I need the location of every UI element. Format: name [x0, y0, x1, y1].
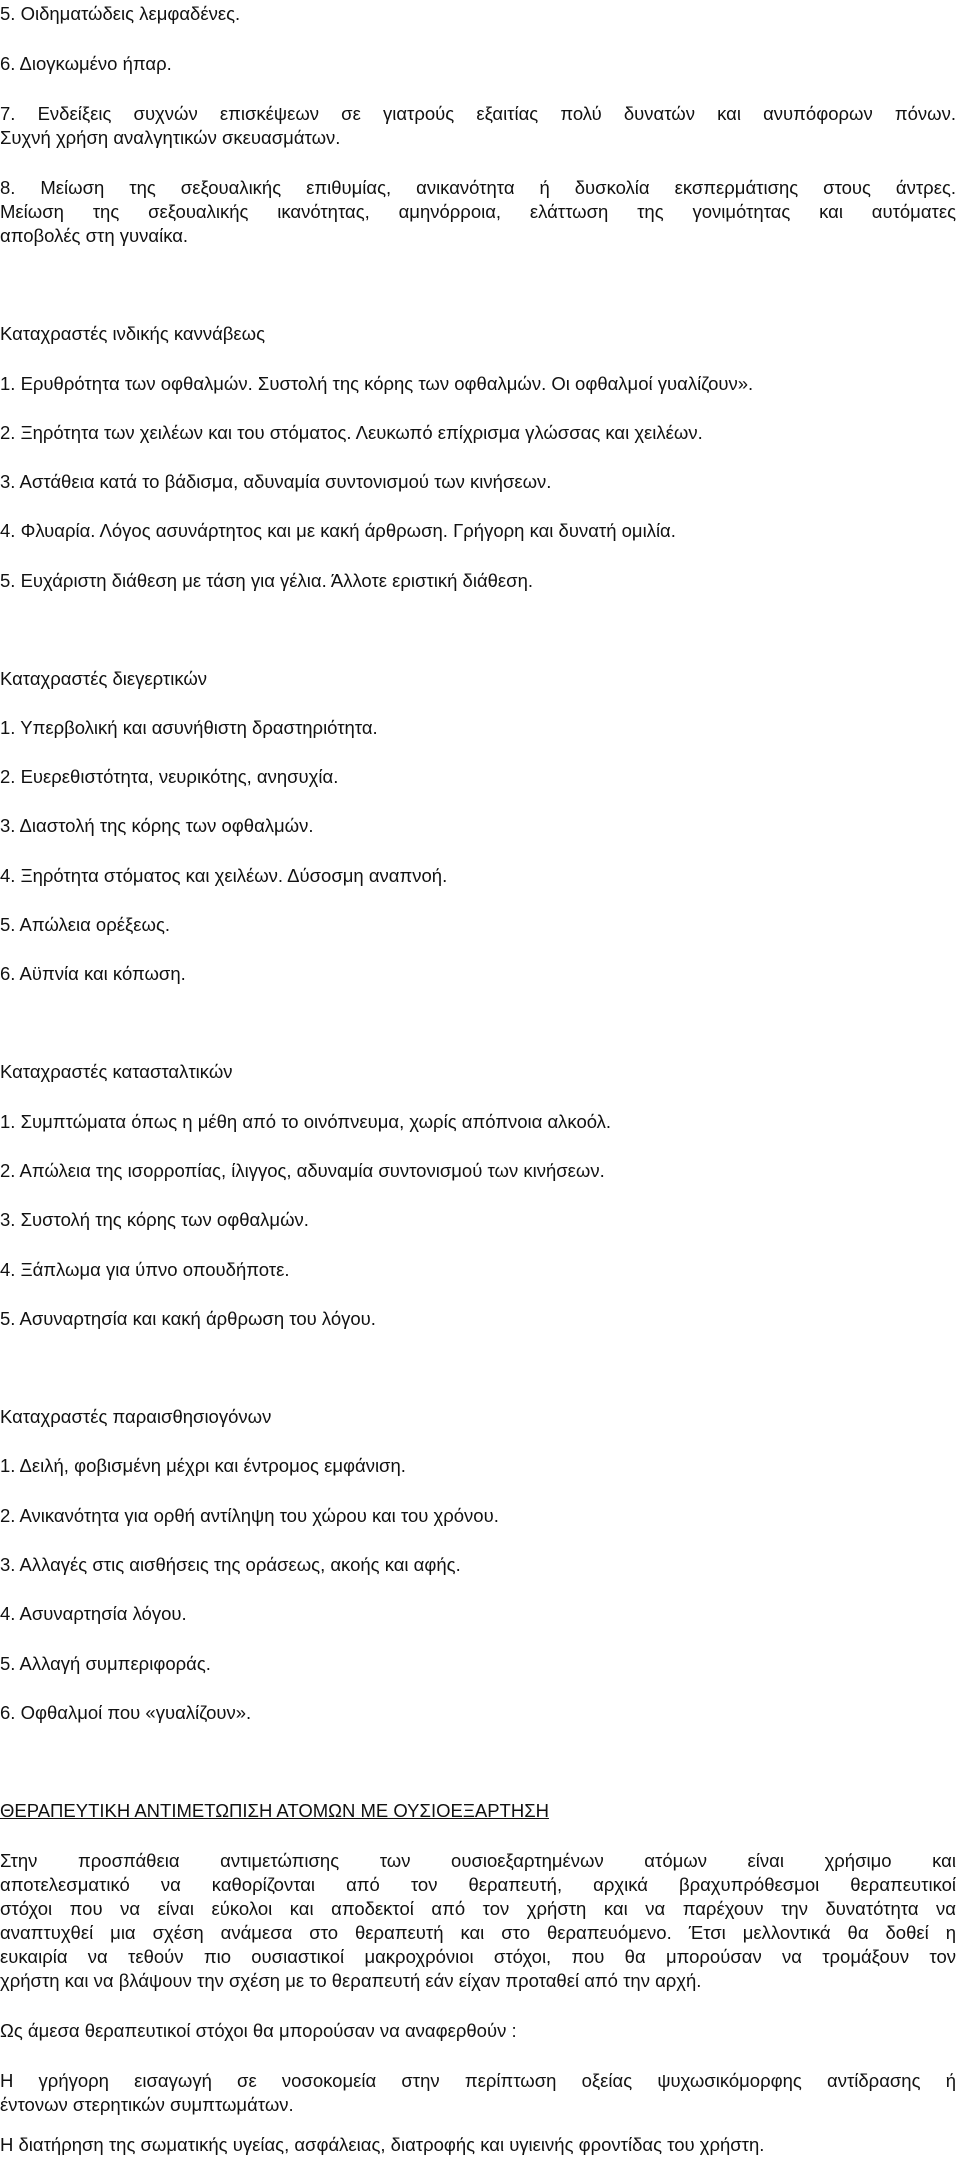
- list-item: 2. Απώλεια της ισορροπίας, ίλιγγος, αδυναμία συντονισμού των κινήσεων.: [0, 1160, 605, 1181]
- list-item: 5. Ευχάριστη διάθεση με τάση για γέλια. Άλλοτε εριστική διάθεση.: [0, 570, 534, 591]
- list-item: 2. Ανικανότητα για ορθή αντίληψη του χώρου και του χρόνου.: [0, 1505, 499, 1526]
- intro-item-6: 6. Διογκωμένο ήπαρ.: [0, 53, 172, 74]
- paragraph-line: αναπτυχθεί μια σχέση ανάμεσα στο θεραπευτή και στο θεραπευόμενο. Έτσι μελλοντικά θα δοθεί η: [0, 1922, 956, 1943]
- list-item: 4. Φλυαρία. Λόγος ασυνάρτητος και με κακή άρθρωση. Γρήγορη και δυνατή ομιλία.: [0, 520, 676, 541]
- list-item: 3. Αλλαγές στις αισθήσεις της οράσεως, ακοής και αφής.: [0, 1554, 461, 1575]
- list-item: 2. Ευερεθιστότητα, νευρικότης, ανησυχία.: [0, 766, 339, 787]
- paragraph-line: ευκαιρία να τεθούν πιο ουσιαστικοί μακροχρόνιοι στόχοι, που θα μπορούσαν να τρομάξουν τον: [0, 1946, 956, 1967]
- section-heading-cannabis: Καταχραστές ινδικής καννάβεως: [0, 323, 266, 344]
- list-item: 5. Ασυναρτησία και κακή άρθρωση του λόγου.: [0, 1308, 376, 1329]
- list-item: 1. Υπερβολική και ασυνήθιστη δραστηριότητα.: [0, 717, 378, 738]
- intro-item-7-line2: Συχνή χρήση αναλγητικών σκευασμάτων.: [0, 127, 341, 148]
- list-item: 4. Ξάπλωμα για ύπνο οπουδήποτε.: [0, 1259, 290, 1280]
- list-item: 2. Ξηρότητα των χειλέων και του στόματος. Λευκωπό επίχρισμα γλώσσας και χειλέων.: [0, 422, 703, 443]
- paragraph-line: Στην προσπάθεια αντιμετώπισης των ουσιοεξαρτημένων ατόμων είναι χρήσιμο και: [0, 1850, 956, 1871]
- paragraph-line: έντονων στερητικών συμπτωμάτων.: [0, 2094, 294, 2115]
- section-heading-hallucinogens: Καταχραστές παραισθησιογόνων: [0, 1406, 272, 1427]
- intro-item-8-line2: Μείωση της σεξουαλικής ικανότητας, αμηνόρροια, ελάττωση της γονιμότητας και αυτόματες: [0, 201, 956, 222]
- paragraph-line: αποτελεσματικό να καθορίζονται από τον θεραπευτή, αρχικά βραχυπρόθεσμοι θεραπευτικοί: [0, 1874, 956, 1895]
- paragraph-goals-intro: Ως άμεσα θεραπευτικοί στόχοι θα μπορούσαν να αναφερθούν :: [0, 2020, 517, 2041]
- list-item: 4. Ασυναρτησία λόγου.: [0, 1603, 187, 1624]
- list-item: 6. Αϋπνία και κόπωση.: [0, 963, 186, 984]
- list-item: 5. Αλλαγή συμπεριφοράς.: [0, 1653, 211, 1674]
- list-item: 3. Αστάθεια κατά το βάδισμα, αδυναμία συντονισμού των κινήσεων.: [0, 471, 552, 492]
- intro-item-5: 5. Οιδηματώδεις λεμφαδένες.: [0, 3, 241, 24]
- list-item: 1. Δειλή, φοβισμένη μέχρι και έντρομος εμφάνιση.: [0, 1455, 406, 1476]
- paragraph-health: Η διατήρηση της σωματικής υγείας, ασφάλειας, διατροφής και υγιεινής φροντίδας του χρήστη.: [0, 2134, 765, 2155]
- list-item: 1. Συμπτώματα όπως η μέθη από το οινόπνευμα, χωρίς απόπνοια αλκοόλ.: [0, 1111, 612, 1132]
- list-item: 3. Διαστολή της κόρης των οφθαλμών.: [0, 815, 314, 836]
- section-heading-depressants: Καταχραστές κατασταλτικών: [0, 1061, 233, 1082]
- intro-item-8-line3: αποβολές στη γυναίκα.: [0, 225, 189, 246]
- intro-item-8-line1: 8. Μείωση της σεξουαλικής επιθυμίας, ανικανότητα ή δυσκολία εκσπερμάτισης στους άντρες.: [0, 177, 956, 198]
- list-item: 4. Ξηρότητα στόματος και χειλέων. Δύσοσμη αναπνοή.: [0, 865, 448, 886]
- list-item: 1. Ερυθρότητα των οφθαλμών. Συστολή της κόρης των οφθαλμών. Οι οφθαλμοί γυαλίζουν».: [0, 373, 754, 394]
- list-item: 6. Οφθαλμοί που «γυαλίζουν».: [0, 1702, 252, 1723]
- paragraph-line: χρήστη και να βλάψουν την σχέση με το θεραπευτή εάν είχαν προταθεί από την αρχή.: [0, 1970, 702, 1991]
- section-heading-therapy: ΘΕΡΑΠΕΥΤΙΚΗ ΑΝΤΙΜΕΤΩΠΙΣΗ ΑΤΟΜΩΝ ΜΕ ΟΥΣΙΟΕΞΑΡΤΗΣΗ: [0, 1800, 549, 1821]
- paragraph-line: στόχοι που να είναι εύκολοι και αποδεκτοί από τον χρήστη και να παρέχουν την δυνατότητα να: [0, 1898, 956, 1919]
- list-item: 5. Απώλεια ορέξεως.: [0, 914, 171, 935]
- intro-item-7-line1: 7. Ενδείξεις συχνών επισκέψεων σε γιατρούς εξαιτίας πολύ δυνατών και ανυπόφορων πόνων.: [0, 103, 956, 124]
- list-item: 3. Συστολή της κόρης των οφθαλμών.: [0, 1209, 309, 1230]
- section-heading-stimulants: Καταχραστές διεγερτικών: [0, 668, 208, 689]
- paragraph-line: Η γρήγορη εισαγωγή σε νοσοκομεία στην περίπτωση οξείας ψυχωσικόμορφης αντίδρασης ή: [0, 2070, 956, 2091]
